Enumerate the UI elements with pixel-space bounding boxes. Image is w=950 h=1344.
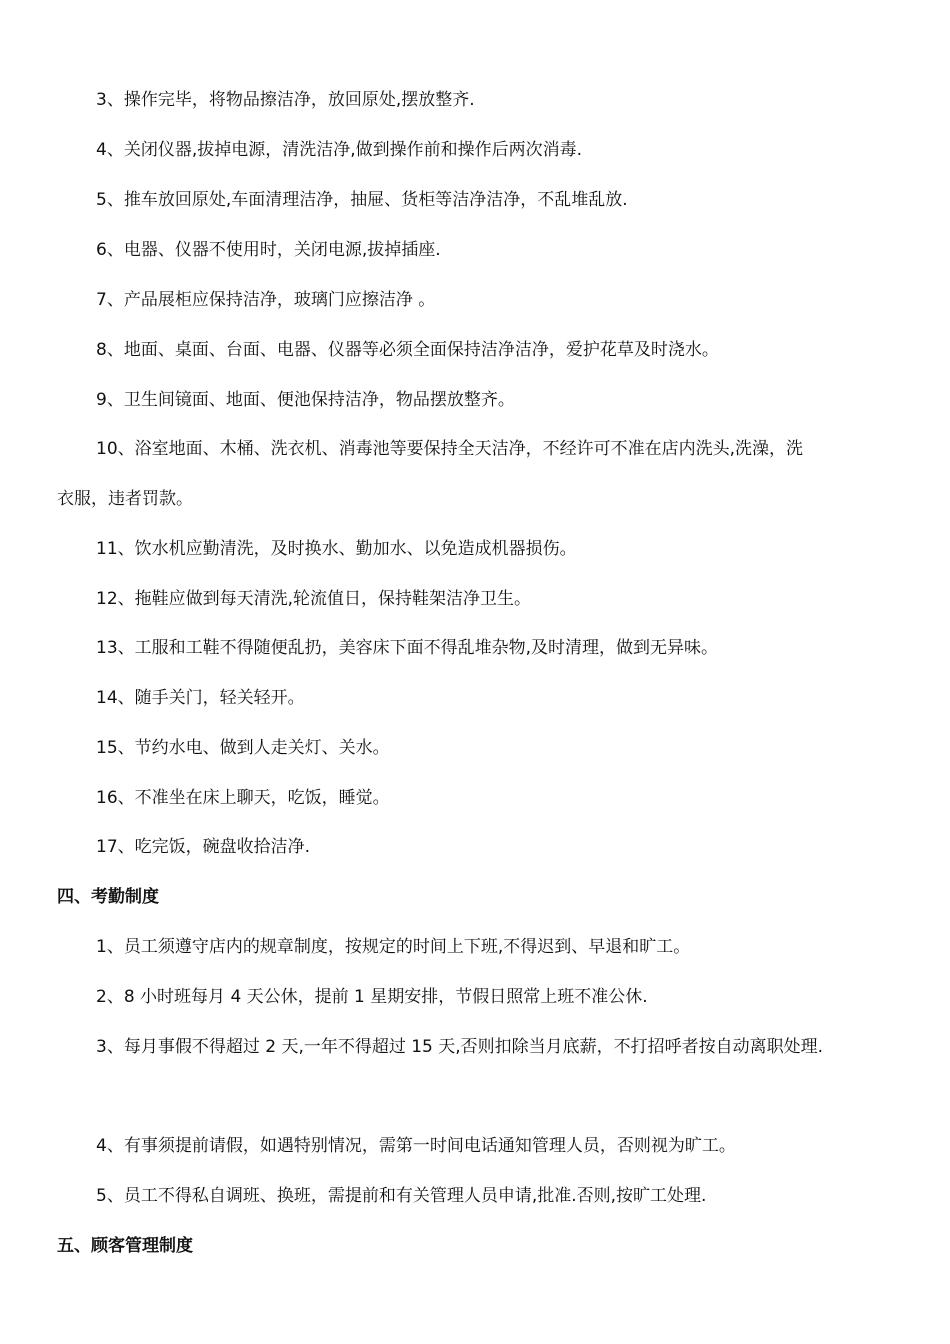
rule-item-17: 17、吃完饭，碗盘收拾洁净.: [96, 837, 311, 857]
rule-item-4: 4、关闭仪器,拔掉电源，清洗洁净,做到操作前和操作后两次消毒.: [96, 140, 583, 160]
rule-item-8: 8、地面、桌面、台面、电器、仪器等必须全面保持洁净洁净，爱护花草及时浇水。: [96, 340, 719, 360]
rule-item-13: 13、工服和工鞋不得随便乱扔，美容床下面不得乱堆杂物,及时清理，做到无异味。: [96, 638, 719, 658]
rule-item-10: 10、浴室地面、木桶、洗衣机、消毒池等要保持全天洁净，不经许可不准在店内洗头,洗澡，洗: [96, 439, 804, 459]
attendance-item-1: 1、员工须遵守店内的规章制度，按规定的时间上下班,不得迟到、早退和旷工。: [96, 937, 691, 957]
attendance-item-5: 5、员工不得私自调班、换班，需提前和有关管理人员申请,批准.否则,按旷工处理.: [96, 1186, 707, 1206]
rule-item-9: 9、卫生间镜面、地面、便池保持洁净，物品摆放整齐。: [96, 390, 515, 410]
rule-item-5: 5、推车放回原处,车面清理洁净，抽屉、货柜等洁净洁净，不乱堆乱放.: [96, 190, 628, 210]
attendance-item-2: 2、8 小时班每月 4 天公休，提前 1 星期安排，节假日照常上班不准公休.: [96, 987, 648, 1007]
rule-item-16: 16、不准坐在床上聊天，吃饭，睡觉。: [96, 788, 390, 808]
rule-item-12: 12、拖鞋应做到每天清洗,轮流值日，保持鞋架洁净卫生。: [96, 589, 532, 609]
attendance-item-3: 3、每月事假不得超过 2 天,一年不得超过 15 天,否则扣除当月底薪，不打招呼者按自动离职处理.: [96, 1037, 824, 1057]
rule-item-15: 15、节约水电、做到人走关灯、关水。: [96, 738, 390, 758]
rule-item-7: 7、产品展柜应保持洁净，玻璃门应擦洁净 。: [96, 290, 436, 310]
section-heading-customer-management: 五、顾客管理制度: [57, 1236, 193, 1256]
rule-item-14: 14、随手关门，轻关轻开。: [96, 688, 305, 708]
rule-item-10-continued: 衣服，违者罚款。: [57, 489, 193, 509]
rule-item-3: 3、操作完毕，将物品擦洁净，放回原处,摆放整齐.: [96, 90, 475, 110]
rule-item-6: 6、电器、仪器不使用时，关闭电源,拔掉插座.: [96, 240, 441, 260]
section-heading-attendance: 四、考勤制度: [57, 887, 159, 907]
rule-item-11: 11、饮水机应勤清洗，及时换水、勤加水、以免造成机器损伤。: [96, 539, 577, 559]
attendance-item-4: 4、有事须提前请假，如遇特别情况，需第一时间电话通知管理人员，否则视为旷工。: [96, 1136, 736, 1156]
